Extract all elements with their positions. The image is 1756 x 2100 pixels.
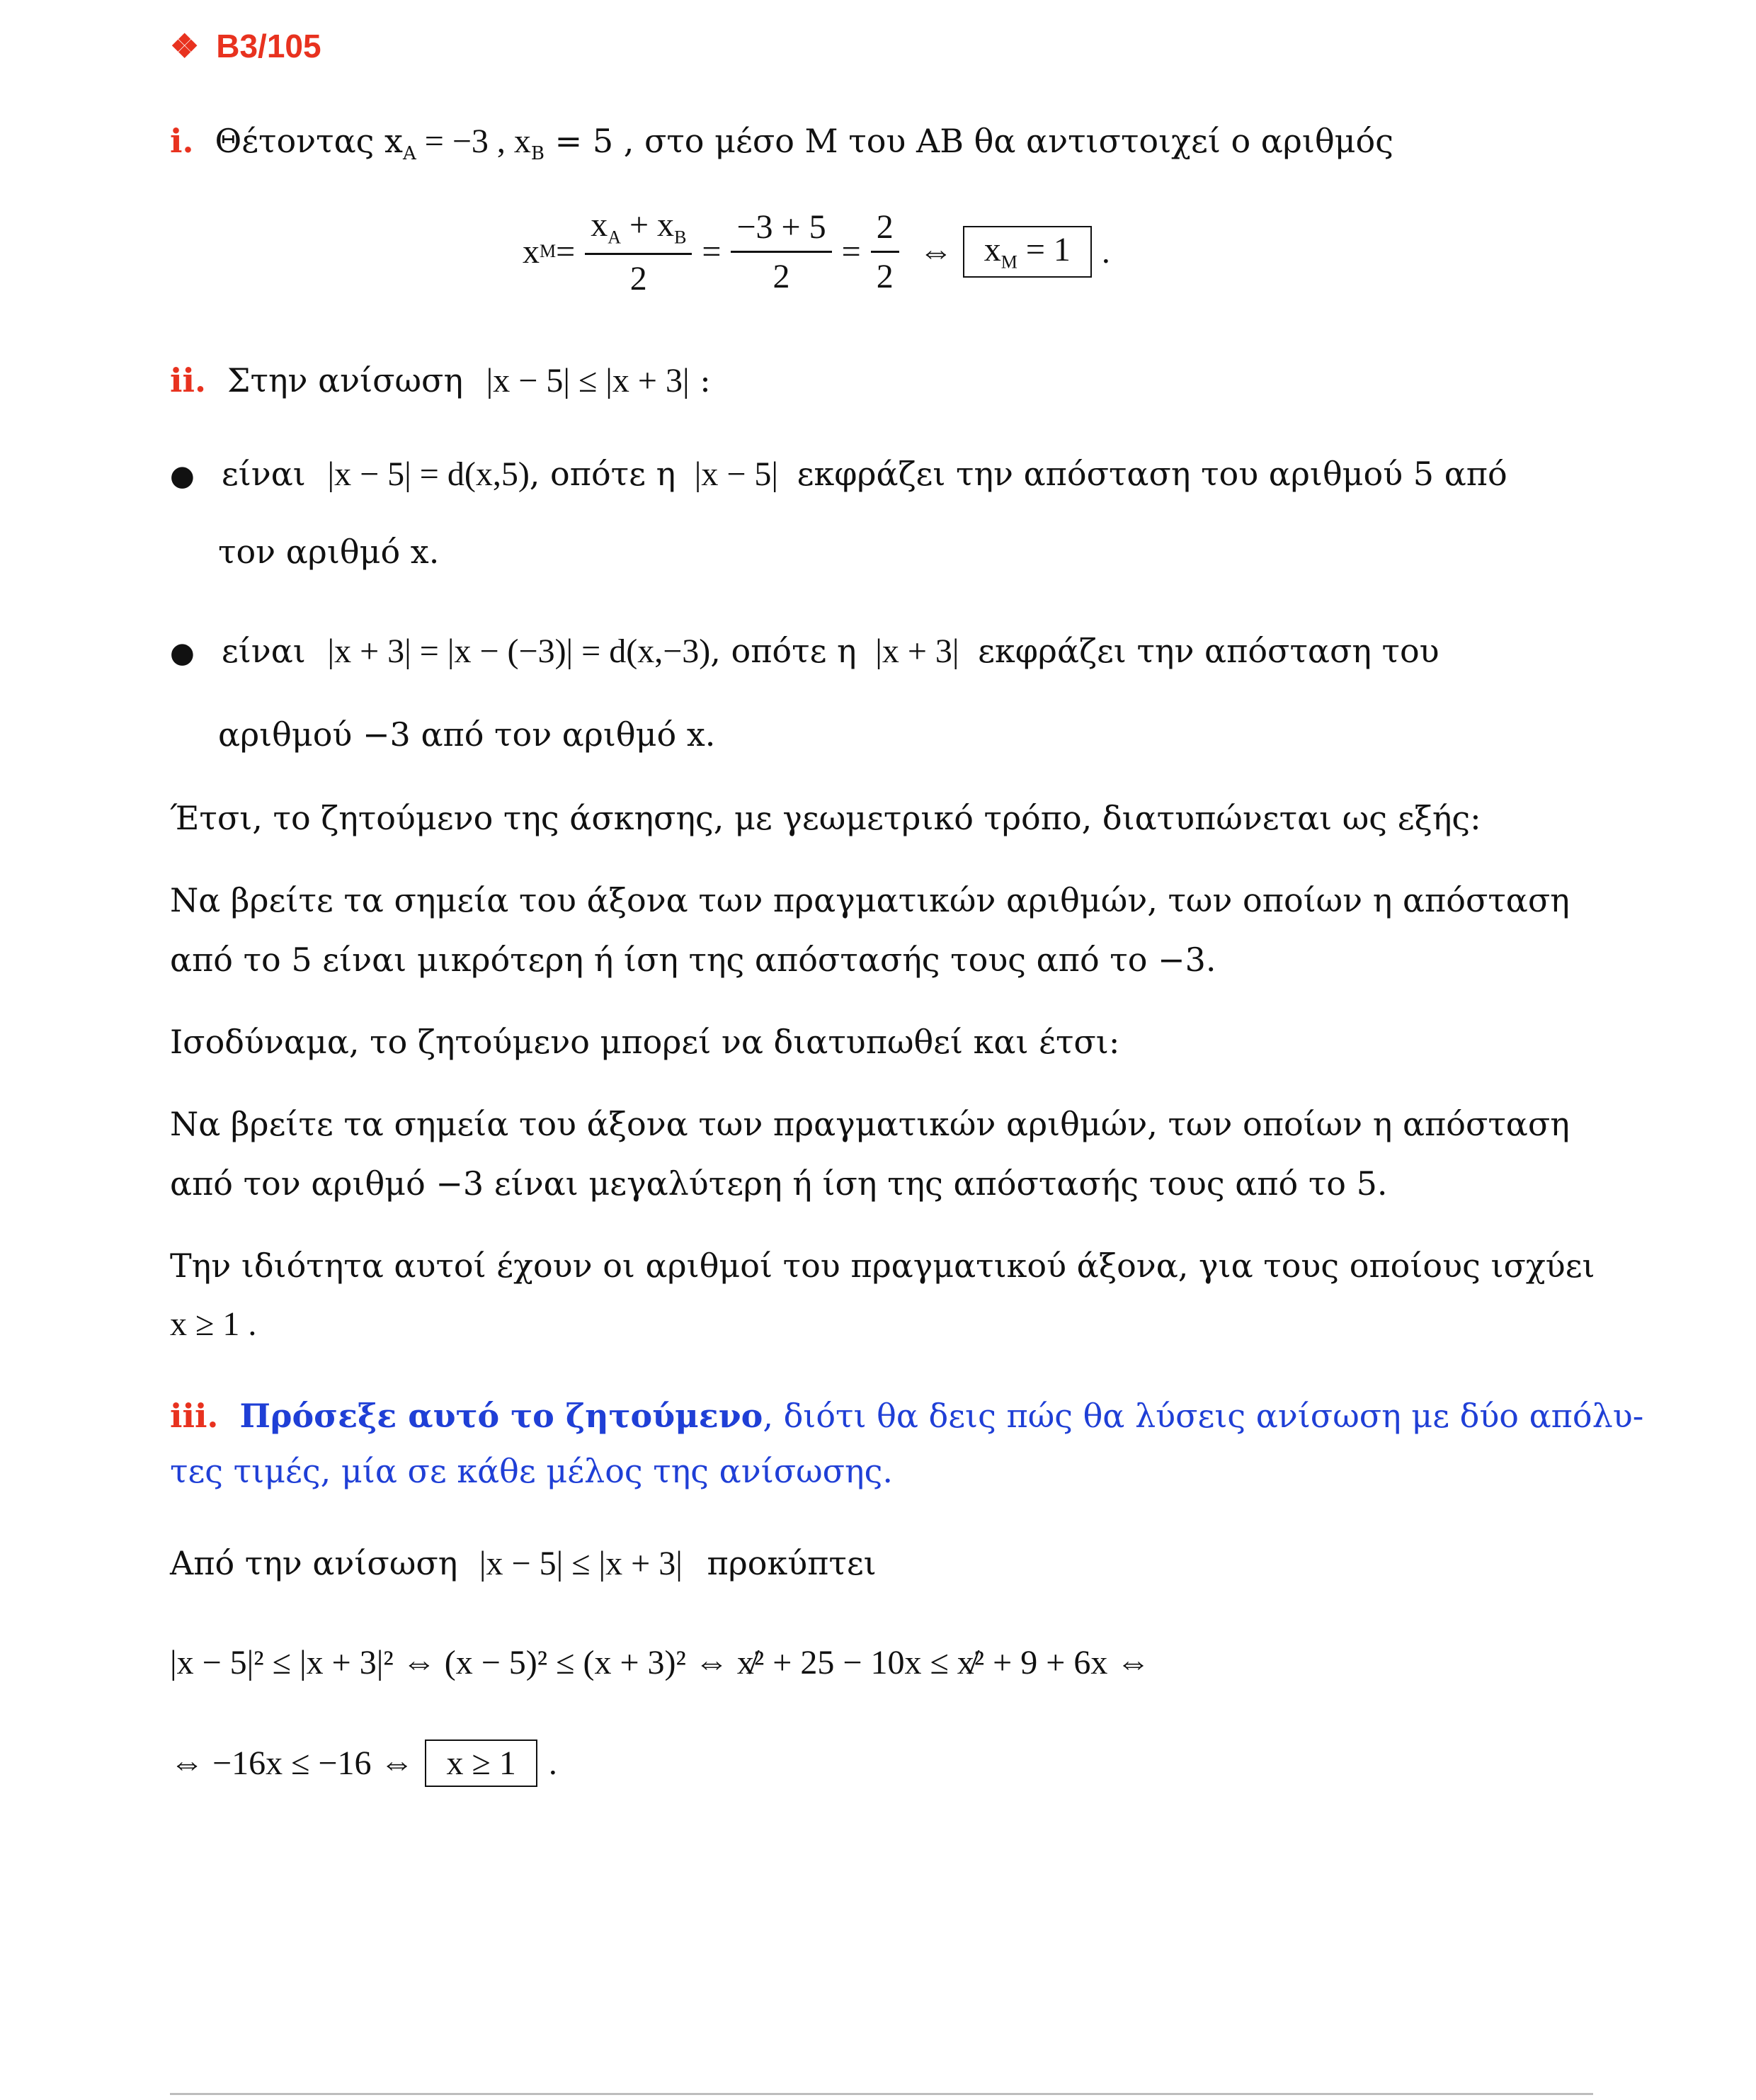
fraction-2: $\frac{-3 + 5}{2}$ xyxy=(731,208,831,296)
bullet-2: ● είναι |x + 3| = |x − (−3)| = d(x,−3), οπότε η |x + 3| εκφράζει την απόσταση του xyxy=(170,632,1439,670)
diamond-icon: ❖ xyxy=(170,28,200,64)
part-iii-line1: iii. Πρόσεξε αυτό το ζητούμενο, διότι θα δεις πώς θα λύσεις ανίσωση με δύο απόλυ- xyxy=(170,1397,1644,1435)
part-iii-label: iii. xyxy=(170,1397,219,1435)
section-header xyxy=(170,27,321,65)
part-iii-intro: Από την ανίσωση |x − 5| ≤ |x + 3| προκύπτει xyxy=(170,1544,877,1582)
note-cont: τες τιμές, μία σε κάθε μέλος της ανίσωσης. xyxy=(170,1452,893,1490)
result-box-xm: $x_M = 1$ xyxy=(963,226,1092,278)
paragraph-find-b: από το 5 είναι μικρότερη ή ίση της απόστασής τους από το −3. xyxy=(170,941,1216,979)
midpoint-equation: x M = $\frac{x_A + x_B}{2}$ = $\frac{-3 + 5}{2}$ = $\frac{2}{2}$ ⇔ $x_M = 1$ . xyxy=(523,206,1110,297)
bullet-1-cont: τον αριθμό x. xyxy=(218,533,440,571)
result-box-x: x ≥ 1 xyxy=(425,1739,537,1787)
bullet-2-cont: αριθμού −3 από τον αριθμό x. xyxy=(218,715,716,754)
paragraph-find2-a: Να βρείτε τα σημεία του άξονα των πραγματικών αριθμών, των οποίων η απόσταση xyxy=(170,1105,1570,1143)
derivation-line-1: |x − 5|² ≤ |x + 3|² ⇔ (x − 5)² ≤ (x + 3)² ⇔ x̸² + 25 − 10x ≤ x̸² + 9 + 6x ⇔ xyxy=(170,1644,1151,1681)
part-i-line1: i. Θέτοντας $x_A = -3$ , $x_B = 5$ , στο μέσο M του AB θα αντιστοιχεί ο αριθμός xyxy=(170,122,1393,165)
section-title: B3/105 xyxy=(216,28,321,64)
bullet-icon: ● xyxy=(170,460,195,492)
part-i-label: i. xyxy=(170,122,194,160)
part-ii-label: ii. xyxy=(170,361,206,399)
paragraph-find2-b: από τον αριθμό −3 είναι μεγαλύτερη ή ίση της απόστασής τους από το 5. xyxy=(170,1164,1388,1203)
paragraph-property-b: x ≥ 1 . xyxy=(170,1305,257,1343)
fraction-3: $\frac{2}{2}$ xyxy=(871,208,899,296)
paragraph-equivalently: Ισοδύναμα, το ζητούμενο μπορεί να διατυπωθεί και έτσι: xyxy=(170,1023,1120,1061)
fraction-1: $\frac{x_A + x_B}{2}$ xyxy=(585,205,692,298)
bullet-icon: ● xyxy=(170,637,195,669)
bullet-1: ● είναι |x − 5| = d(x,5), οπότε η |x − 5| εκφράζει την απόσταση του αριθμού 5 από xyxy=(170,455,1507,493)
derivation-line-2: ⇔ −16x ≤ −16 ⇔ x ≥ 1 . xyxy=(170,1739,557,1787)
part-ii-line1: ii. Στην ανίσωση |x − 5| ≤ |x + 3| : xyxy=(170,361,711,399)
note-bold: Πρόσεξε αυτό το ζητούμενο xyxy=(239,1397,763,1435)
paragraph-find-a: Να βρείτε τα σημεία του άξονα των πραγματικών αριθμών, των οποίων η απόσταση xyxy=(170,881,1570,919)
paragraph-property-a: Την ιδιότητα αυτοί έχουν οι αριθμοί του πραγματικού άξονα, για τους οποίους ισχύει xyxy=(170,1247,1595,1285)
footer-divider xyxy=(170,2093,1593,2095)
paragraph-geometric: Έτσι, το ζητούμενο της άσκησης, με γεωμετρικό τρόπο, διατυπώνεται ως εξής: xyxy=(170,799,1481,837)
